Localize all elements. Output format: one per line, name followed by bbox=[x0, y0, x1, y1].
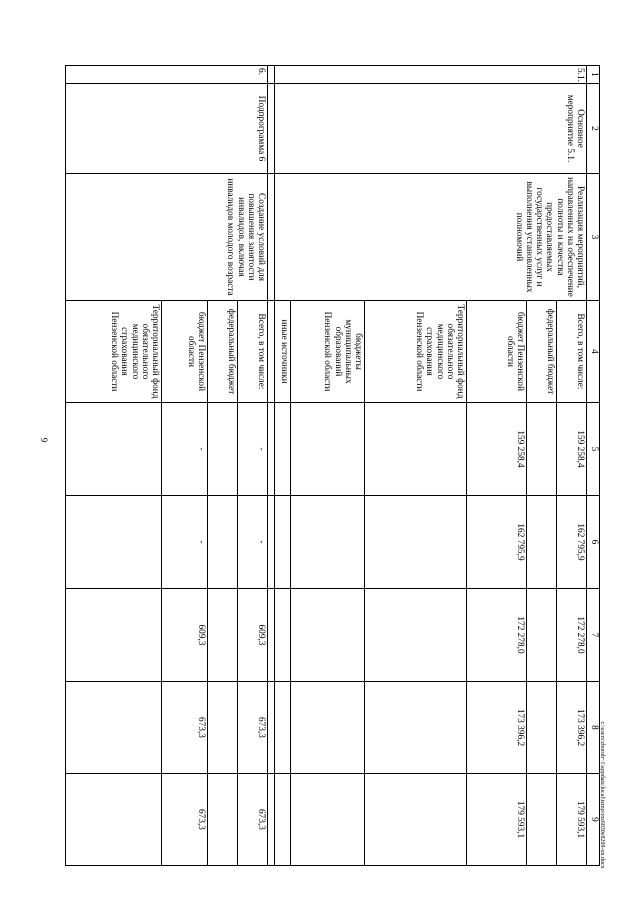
value-cell bbox=[208, 496, 238, 589]
empty-cell bbox=[268, 774, 275, 866]
value-cell: - bbox=[238, 496, 268, 589]
spacer-row bbox=[268, 66, 275, 866]
value-cell: 162 795,9 bbox=[467, 496, 527, 589]
value-cell bbox=[365, 403, 467, 496]
value-cell: 172 278,0 bbox=[467, 589, 527, 682]
header-cell: 4 bbox=[587, 301, 600, 403]
value-cell bbox=[527, 774, 557, 866]
funding-source: федеральный бюджет bbox=[208, 301, 238, 403]
funding-source: Всего, в том числе: bbox=[238, 301, 268, 403]
value-cell bbox=[291, 403, 365, 496]
value-cell bbox=[66, 403, 162, 496]
empty-cell bbox=[268, 403, 275, 496]
header-cell: 3 bbox=[587, 174, 600, 301]
measure-description: Реализация мероприятий, направленных на обеспечение полноты и качества предоставляемых государственных услуг и выполнения установленных полномочий bbox=[275, 174, 587, 301]
value-cell bbox=[527, 403, 557, 496]
header-cell: 9 bbox=[587, 774, 600, 866]
value-cell bbox=[66, 682, 162, 774]
file-path-footer: c:\users\zborob~1\appdata\local\temp\ros6030e8209-un.docx bbox=[599, 721, 605, 869]
value-cell: 179 593,1 bbox=[557, 774, 587, 866]
header-cell: 7 bbox=[587, 589, 600, 682]
funding-source: иные источники bbox=[275, 301, 291, 403]
value-cell bbox=[66, 774, 162, 866]
page-number: 9 bbox=[39, 437, 49, 443]
value-cell: 162 795,9 bbox=[557, 496, 587, 589]
empty-cell bbox=[268, 496, 275, 589]
value-cell bbox=[275, 496, 291, 589]
value-cell bbox=[208, 589, 238, 682]
budget-table bbox=[65, 65, 600, 866]
empty-cell bbox=[268, 66, 275, 84]
funding-source: федеральный бюджет bbox=[527, 301, 557, 403]
header-cell: 2 bbox=[587, 84, 600, 174]
value-cell bbox=[275, 774, 291, 866]
row-number: 6. bbox=[66, 66, 268, 84]
empty-cell bbox=[268, 301, 275, 403]
header-row bbox=[587, 66, 600, 866]
funding-source: Территориальный фонд обязательного медицинского страхования Пензенской области bbox=[66, 301, 162, 403]
value-cell bbox=[291, 589, 365, 682]
value-cell: 179 593,1 bbox=[467, 774, 527, 866]
value-cell bbox=[527, 496, 557, 589]
value-cell: 172 278,0 bbox=[557, 589, 587, 682]
value-cell bbox=[275, 589, 291, 682]
empty-cell bbox=[268, 174, 275, 301]
funding-source: бюджеты муниципальных образований Пензенской области bbox=[291, 301, 365, 403]
value-cell bbox=[365, 589, 467, 682]
funding-source: Всего, в том числе: bbox=[557, 301, 587, 403]
empty-cell bbox=[268, 84, 275, 174]
value-cell bbox=[365, 682, 467, 774]
header-cell: 8 bbox=[587, 682, 600, 774]
value-cell bbox=[527, 682, 557, 774]
empty-cell bbox=[268, 589, 275, 682]
value-cell: 673,3 bbox=[238, 682, 268, 774]
value-cell: 673,3 bbox=[162, 774, 208, 866]
row-number: 5.1. bbox=[275, 66, 587, 84]
measure-description: Создание условий для повышения занятости инвалидов, включая инвалидов молодого возраста bbox=[66, 174, 268, 301]
table-row bbox=[557, 66, 587, 866]
value-cell bbox=[275, 403, 291, 496]
rotated-table-container bbox=[65, 65, 600, 865]
value-cell bbox=[291, 682, 365, 774]
value-cell: 173 396,2 bbox=[467, 682, 527, 774]
measure-name: Подпрограмма 6 bbox=[66, 84, 268, 174]
value-cell: 159 258,4 bbox=[557, 403, 587, 496]
value-cell: 173 396,2 bbox=[557, 682, 587, 774]
table-row bbox=[238, 66, 268, 866]
header-cell: 5 bbox=[587, 403, 600, 496]
value-cell: - bbox=[162, 496, 208, 589]
value-cell: 673,3 bbox=[238, 774, 268, 866]
value-cell bbox=[291, 774, 365, 866]
value-cell bbox=[66, 496, 162, 589]
header-cell: 6 bbox=[587, 496, 600, 589]
value-cell: 159 258,4 bbox=[467, 403, 527, 496]
value-cell: - bbox=[238, 403, 268, 496]
header-cell: 1 bbox=[587, 66, 600, 84]
value-cell bbox=[208, 682, 238, 774]
empty-cell bbox=[268, 682, 275, 774]
funding-source: бюджет Пензенской области bbox=[467, 301, 527, 403]
value-cell bbox=[365, 774, 467, 866]
value-cell bbox=[208, 403, 238, 496]
value-cell bbox=[365, 496, 467, 589]
funding-source: Территориальный фонд обязательного медицинского страхования Пензенской области bbox=[365, 301, 467, 403]
value-cell bbox=[208, 774, 238, 866]
value-cell: 609,3 bbox=[238, 589, 268, 682]
value-cell bbox=[291, 496, 365, 589]
value-cell bbox=[275, 682, 291, 774]
value-cell: - bbox=[162, 403, 208, 496]
value-cell: 609,3 bbox=[162, 589, 208, 682]
value-cell: 673,3 bbox=[162, 682, 208, 774]
value-cell bbox=[66, 589, 162, 682]
funding-source: бюджет Пензенской области bbox=[162, 301, 208, 403]
value-cell bbox=[527, 589, 557, 682]
measure-name: Основное мероприятие 5.1. bbox=[275, 84, 587, 174]
